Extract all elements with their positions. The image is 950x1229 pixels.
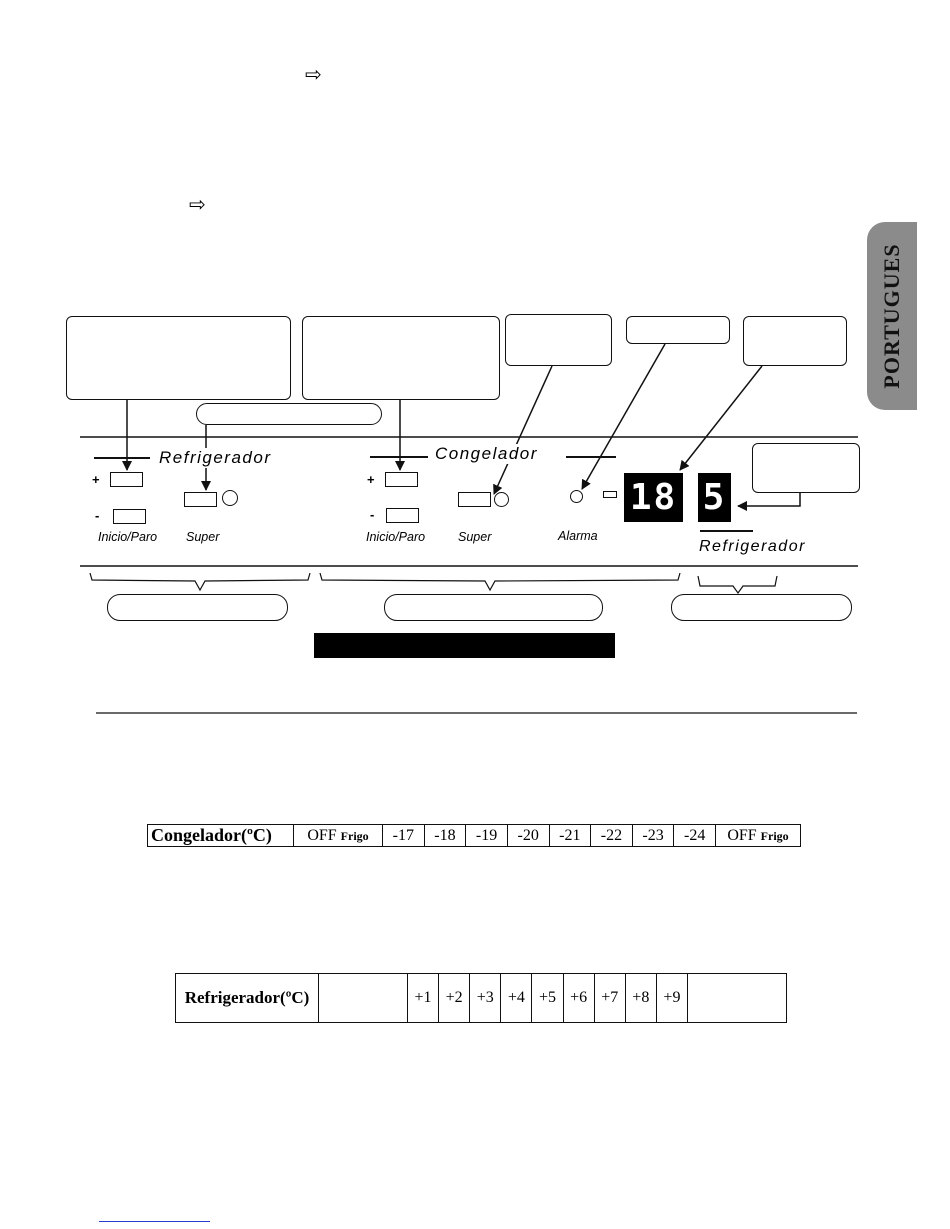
table-cell: -22 xyxy=(591,825,633,847)
table-cell xyxy=(688,974,787,1023)
section-pill-refrigerador xyxy=(107,594,288,621)
figure-caption-bar xyxy=(314,633,615,658)
table-cell: -18 xyxy=(424,825,466,847)
section-pill-display xyxy=(671,594,852,621)
refrigerador-super-label: Super xyxy=(186,530,220,544)
alarma-label: Alarma xyxy=(558,529,598,543)
language-tab-label: PORTUGUES xyxy=(879,243,904,389)
table-row xyxy=(176,974,787,1023)
refrigerador-table-header: Refrigerador(ºC) xyxy=(176,974,319,1023)
fridge-temperature-display: 5 xyxy=(698,473,731,522)
table-cell: +7 xyxy=(594,974,625,1023)
minus-sign: - xyxy=(370,507,375,522)
table-cell: -24 xyxy=(674,825,716,847)
table-cell: OFF Frigo xyxy=(716,825,801,847)
freezer-temperature-display: 18 xyxy=(624,473,683,522)
plus-sign: + xyxy=(92,472,100,487)
footer-link-underline[interactable] xyxy=(99,1221,210,1222)
refrigerador-super-button[interactable] xyxy=(184,492,217,507)
table-cell: +2 xyxy=(439,974,470,1023)
table-cell: +1 xyxy=(408,974,439,1023)
table-cell: -21 xyxy=(549,825,591,847)
refrigerador-super-indicator xyxy=(222,490,238,506)
congelador-temperature-table xyxy=(147,824,801,847)
table-cell: -19 xyxy=(466,825,508,847)
outline-arrow-icon: ⇨ xyxy=(189,194,206,216)
section-pill-congelador xyxy=(384,594,603,621)
table-cell xyxy=(319,974,408,1023)
congelador-inicio-paro-label: Inicio/Paro xyxy=(366,530,426,544)
refrigerador-temperature-table xyxy=(175,973,787,1023)
table-cell: +9 xyxy=(656,974,687,1023)
table-cell: OFF Frigo xyxy=(294,825,383,847)
table-cell: +6 xyxy=(563,974,594,1023)
refrigerador-minus-button[interactable] xyxy=(113,509,146,524)
refrigerador-inicio-paro-label: Inicio/Paro xyxy=(98,530,158,544)
table-cell: -20 xyxy=(507,825,549,847)
alarma-indicator xyxy=(570,490,583,503)
table-cell: -23 xyxy=(632,825,674,847)
congelador-table-header: Congelador(ºC) xyxy=(148,825,294,847)
refrigerador-plus-button[interactable] xyxy=(110,472,143,487)
congelador-super-indicator xyxy=(494,492,509,507)
congelador-super-label: Super xyxy=(458,530,492,544)
congelador-title: Congelador xyxy=(432,444,541,464)
table-cell: -17 xyxy=(383,825,425,847)
table-cell: +8 xyxy=(625,974,656,1023)
table-row xyxy=(148,825,801,847)
minus-segment-indicator xyxy=(603,491,617,498)
refrigerador-title: Refrigerador xyxy=(156,448,275,468)
plus-sign: + xyxy=(367,472,375,487)
table-cell: +4 xyxy=(501,974,532,1023)
congelador-minus-button[interactable] xyxy=(386,508,419,523)
minus-sign: - xyxy=(95,508,100,523)
display-refrigerador-label: Refrigerador xyxy=(696,538,809,556)
outline-arrow-icon: ⇨ xyxy=(305,64,322,86)
table-cell: +3 xyxy=(470,974,501,1023)
congelador-plus-button[interactable] xyxy=(385,472,418,487)
congelador-super-button[interactable] xyxy=(458,492,491,507)
table-cell: +5 xyxy=(532,974,563,1023)
